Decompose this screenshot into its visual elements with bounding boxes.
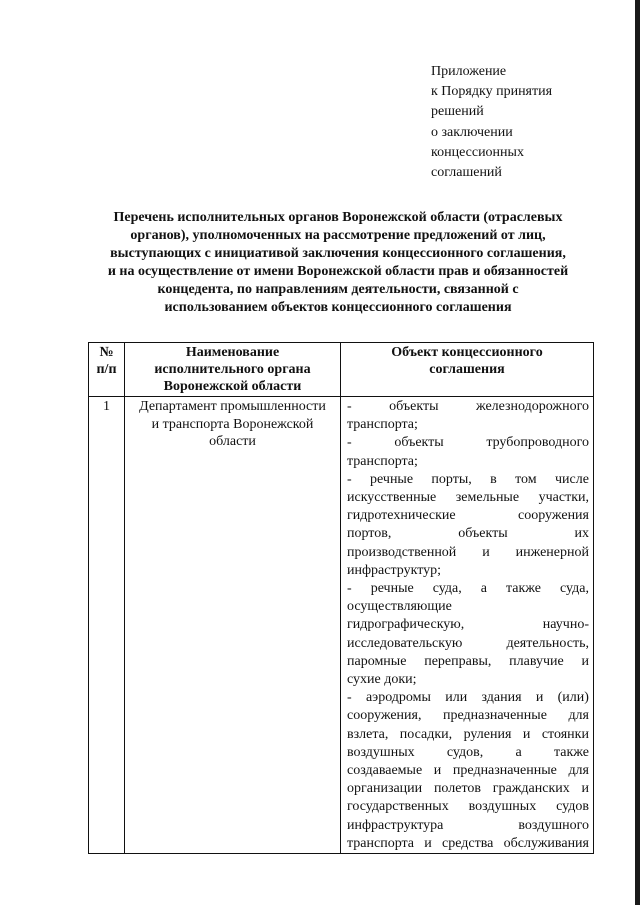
- concession-object-word: сухие доки;: [347, 672, 417, 688]
- title-line: и на осуществление от имени Воронежской области прав и обязанностей: [107, 264, 569, 279]
- concession-object-line: [347, 689, 589, 707]
- table-row: [89, 397, 594, 854]
- concession-object-word: или: [445, 690, 468, 706]
- concession-object-line: [347, 489, 589, 507]
- concession-object-line: [347, 453, 589, 471]
- concession-object-line: [347, 507, 589, 525]
- concession-object-word: объекты: [389, 399, 439, 414]
- concession-object-word: и: [482, 544, 490, 560]
- concession-object-line: [347, 653, 589, 671]
- concession-object-word: сооружения,: [347, 708, 422, 724]
- concession-object-line: [347, 525, 589, 543]
- authority-name: [125, 397, 341, 854]
- concession-object-word: руления: [463, 726, 512, 742]
- concession-object-line: [347, 780, 589, 798]
- concession-object-word: земельные: [455, 490, 520, 506]
- title-line: выступающих с инициативой заключения концессионного соглашения,: [110, 246, 566, 261]
- concession-object-word: порты,: [431, 471, 472, 487]
- concession-object-word: а: [515, 744, 522, 760]
- header-line: соглашения: [429, 362, 505, 377]
- concession-object-line: [347, 817, 589, 835]
- concession-object-line: [347, 562, 589, 580]
- concession-object-word: и: [424, 835, 432, 851]
- title-line: концедента, по направлениям деятельности, связанной с: [157, 282, 519, 297]
- concession-object-word: инфраструктура: [347, 817, 444, 833]
- appendix-line: о заключении: [431, 124, 513, 140]
- concession-object-line: [347, 835, 589, 853]
- authorities-table: [88, 342, 594, 854]
- concession-object-word: в: [490, 471, 497, 487]
- concession-object-word: средства: [442, 835, 494, 851]
- title-line: органов), уполномоченных на рассмотрение предложений от лиц,: [130, 228, 546, 243]
- appendix-line: решений: [431, 104, 484, 120]
- concession-object-line: [347, 744, 589, 762]
- concession-object-word: воздушных: [468, 799, 537, 815]
- concession-object-word: гражданских: [492, 781, 570, 797]
- concession-object-line: [347, 671, 589, 689]
- concession-object-word: также: [505, 581, 541, 597]
- concession-object-word: речные: [370, 471, 414, 487]
- concession-object-word: -: [347, 690, 352, 706]
- header-line: №: [99, 345, 114, 360]
- concession-object-word: судов: [556, 799, 589, 815]
- header-line: п/п: [96, 362, 117, 377]
- concession-object-word: гидротехнические: [347, 508, 456, 524]
- concession-object-word: воздушного: [518, 817, 589, 833]
- appendix-line: соглашений: [431, 165, 502, 181]
- concession-object-word: том: [515, 471, 537, 487]
- page-edge: [635, 0, 640, 905]
- concession-object-line: [347, 434, 589, 452]
- appendix-line: к Порядку принятия: [431, 84, 553, 100]
- concession-object-word: предназначенные: [443, 708, 547, 724]
- concession-object-word: гидрографическую,: [347, 617, 465, 633]
- concession-object-word: портов,: [347, 526, 392, 542]
- header-line: исполнительного органа: [154, 362, 311, 377]
- concession-object-line: [347, 798, 589, 816]
- concession-object-line: [347, 707, 589, 725]
- appendix-line: Приложение: [431, 64, 507, 79]
- concession-object-word: транспорта;: [347, 453, 418, 469]
- concession-object-word: сооружения: [518, 508, 589, 524]
- concession-object-word: осуществляющие: [347, 599, 452, 615]
- authority-name-line: Департамент промышленности: [139, 399, 326, 414]
- concession-object-word: числе: [555, 471, 589, 487]
- concession-object-word: исследовательскую: [347, 635, 463, 651]
- concession-object-word: трубопроводного: [486, 435, 589, 451]
- concession-object-word: железнодорожного: [475, 399, 589, 414]
- concession-object-line: [347, 762, 589, 780]
- concession-object-word: речные: [370, 581, 414, 597]
- concession-object-line: [347, 635, 589, 653]
- concession-object-word: судов,: [446, 744, 484, 760]
- appendix-line: концессионных: [431, 144, 524, 160]
- concession-object-word: для: [568, 763, 589, 779]
- concession-object-line: [347, 726, 589, 744]
- concession-object-word: объекты: [458, 526, 508, 542]
- concession-object-word: участки,: [538, 490, 589, 506]
- concession-object-word: транспорта: [347, 835, 415, 851]
- concession-object-line: [347, 544, 589, 562]
- title-line: Перечень исполнительных органов Воронежской области (отраслевых: [113, 210, 563, 225]
- concession-object-word: деятельность,: [506, 635, 589, 651]
- concession-object-word: аэродромы: [365, 690, 431, 706]
- header-number: [89, 343, 125, 397]
- concession-object-word: суда,: [560, 581, 589, 597]
- concession-object-word: транспорта;: [347, 417, 418, 433]
- header-line: Воронежской области: [163, 379, 302, 394]
- concession-object-word: -: [347, 581, 352, 597]
- concession-object-word: также: [553, 744, 589, 760]
- concession-object-word: объекты: [394, 435, 444, 451]
- table-header-row: [89, 343, 594, 397]
- concession-object-word: посадки,: [399, 726, 453, 742]
- concession-object-word: переправы,: [424, 653, 492, 669]
- concession-object-list: [341, 397, 594, 854]
- concession-object-word: их: [574, 526, 589, 542]
- concession-object-word: паромные: [347, 653, 407, 669]
- header-authority-name: [125, 343, 341, 397]
- concession-object-word: здания: [481, 690, 522, 706]
- concession-object-word: искусственные: [347, 490, 437, 506]
- concession-object-word: научно-: [542, 617, 589, 633]
- appendix-note: [431, 62, 552, 183]
- concession-object-line: [347, 416, 589, 434]
- concession-object-word: а: [480, 581, 487, 597]
- concession-object-line: [347, 471, 589, 489]
- document-title: [88, 209, 588, 317]
- concession-object-word: (или): [557, 690, 589, 706]
- header-line: Наименование: [185, 345, 280, 360]
- concession-object-word: и: [581, 781, 589, 797]
- concession-object-word: воздушных: [347, 744, 415, 760]
- concession-object-line: [347, 398, 589, 416]
- concession-object-word: -: [347, 471, 352, 487]
- concession-object-word: полетов: [433, 781, 481, 797]
- authority-name-line: области: [209, 434, 256, 449]
- concession-object-word: инженерной: [515, 544, 589, 560]
- concession-object-word: обслуживания: [503, 835, 589, 851]
- concession-object-word: и: [522, 726, 531, 742]
- concession-object-word: суда,: [432, 581, 462, 597]
- concession-object-line: [347, 598, 589, 616]
- header-concession-object: [341, 343, 594, 397]
- authority-name-line: и транспорта Воронежской: [151, 416, 314, 432]
- concession-object-line: [347, 580, 589, 598]
- concession-object-word: государственных: [347, 799, 449, 815]
- header-line: Объект концессионного: [391, 345, 543, 360]
- concession-object-word: предназначенные: [452, 763, 557, 779]
- concession-object-word: и: [433, 763, 442, 779]
- row-number: 1: [89, 397, 125, 854]
- concession-object-word: и: [535, 690, 544, 706]
- concession-object-line: [347, 616, 589, 634]
- concession-object-word: -: [347, 435, 352, 451]
- title-line: использованием объектов концессионного соглашения: [164, 300, 512, 315]
- concession-object-word: производственной: [347, 544, 457, 560]
- concession-object-word: стоянки: [541, 726, 589, 742]
- concession-object-word: и: [581, 653, 589, 669]
- concession-object-word: инфраструктур;: [347, 562, 442, 578]
- concession-object-word: организации: [347, 781, 423, 797]
- concession-object-word: создаваемые: [347, 763, 423, 779]
- concession-object-word: -: [347, 399, 352, 414]
- concession-object-word: плавучие: [509, 653, 564, 669]
- concession-object-word: для: [568, 708, 589, 724]
- concession-object-word: взлета,: [347, 726, 389, 742]
